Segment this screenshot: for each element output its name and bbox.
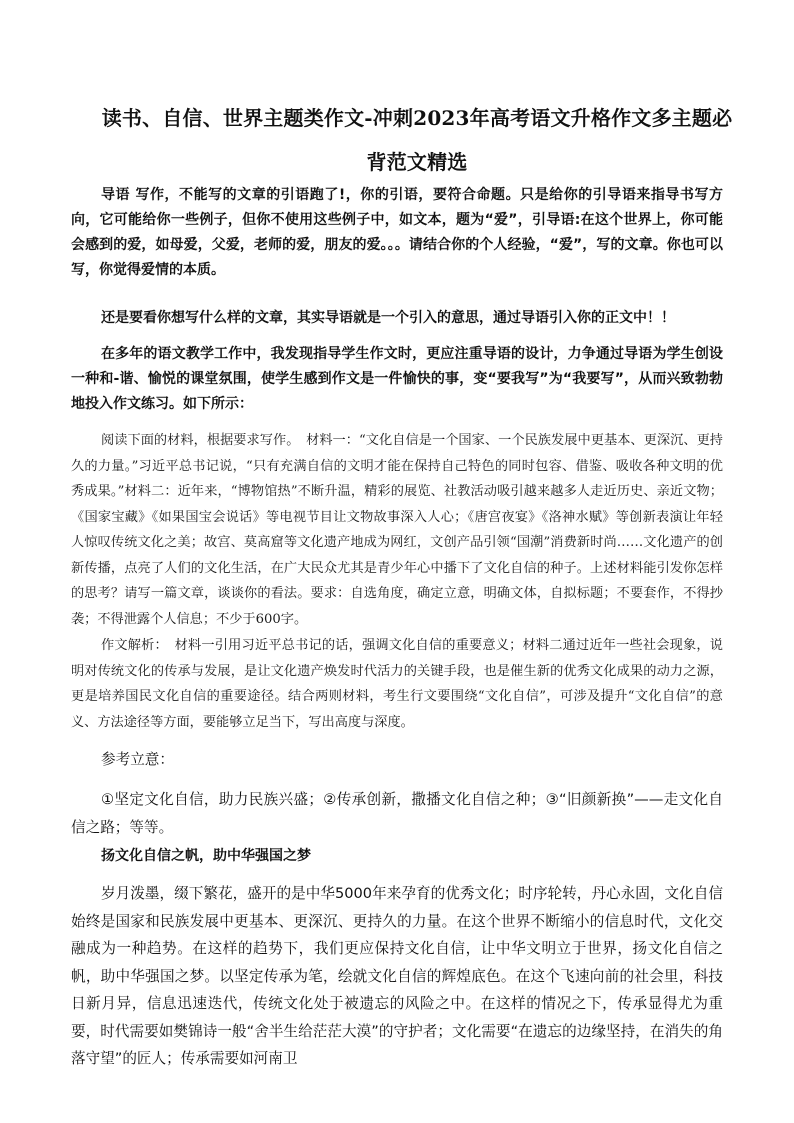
essay-heading: 扬文化自信之帆，助中华强国之梦: [101, 848, 311, 864]
paragraph-analysis: 作文解析： 材料一引用习近平总书记的话，强调文化自信的重要意义；材料二通过近年一些社会现象，说明对传统文化的传承与发展，是让文化遗产焕发时代活力的关键手段，也是催生新的优秀文化成果的动力之源，更是培养国民文化自信的重要途径。结合两则材料，考生行文要围绕“文化自信”，可涉及提升“文化自信”的意义、方法途径等方面，要能够立足当下，写出高度与深度。: [71, 638, 723, 730]
paragraph-intro: 导语 写作，不能写的文章的引语跑了!，你的引语，要符合命题。只是给你的引导语来指导书写方向，它可能给你一些例子，但你不使用这些例子中，如文本，题为“爱”，引导语:在这个世界上，你可能会感到的爱，如母爱，父爱，老师的爱，朋友的爱。。。请结合你的个人经验，“爱”，写的文章。你也可以写，你觉得爱情的本质。: [71, 187, 723, 278]
paragraph-reference-label: 参考立意：: [101, 751, 174, 768]
paragraph-reference-ideas: ①坚定文化自信，助力民族兴盛；②传承创新，撒播文化自信之种；③“旧颜新换”——走文化自信之路；等等。: [71, 791, 723, 836]
paragraph-intro-note: 还是要看你想写什么样的文章，其实导语就是一个引入的意思，通过导语引入你的正文中！！: [101, 310, 675, 326]
paragraph-teaching: 在多年的语文教学工作中，我发现指导学生作文时，更应注重导语的设计，力争通过导语为学生创设一种和-谐、愉悦的课堂氛围，使学生感到作文是一件愉快的事，变“要我写”为“我要写”，从而兴致勃勃地投入作文练习。如下所示：: [71, 346, 723, 412]
paragraph-essay-body: 岁月泼墨，缀下繁花，盛开的是中华5000年来孕育的优秀文化；时序轮转，丹心永固，文化自信始终是国家和民族发展中更基本、更深沉、更持久的力量。在这个世界不断缩小的信息时代，文化交融成为一种趋势。在这样的趋势下，我们更应保持文化自信，让中华文明立于世界，扬文化自信之帆，助中华强国之梦。以坚定传承为笔，绘就文化自信的辉煌底色。在这个飞速向前的社会里，科技日新月异，信息迅速迭代，传统文化处于被遗忘的风险之中。在这样的情况之下，传承显得尤为重要，时代需要如樊锦诗一般“舍半生给茫茫大漠”的守护者；文化需要“在遗忘的边缘坚持，在消失的角落守望”的匠人；传承需要如河南卫: [71, 885, 723, 1067]
paragraph-material: 阅读下面的材料，根据要求写作。 材料一：“文化自信是一个国家、一个民族发展中更基本、更深沉、更持久的力量。”习近平总书记说，“只有充满自信的文明才能在保持自己特色的同时包容、借鉴、吸收各种文明的优秀成果。”材料二：近年来，“博物馆热”不断升温，精彩的展览、社教活动吸引越来越多人走近历史、亲近文物；《国家宝藏》《如果国宝会说话》等电视节目让文物故事深入人心；《唐宫夜宴》《洛神水赋》等创新表演让年轻人惊叹传统文化之美；故宫、莫高窟等文化遗产地成为网红，文创产品引领“国潮”消费新时尚……文化遗产的创新传播，点亮了人们的文化生活，在广大民众尤其是青少年心中播下了文化自信的种子。上述材料能引发你怎样的思考？请写一篇文章，谈谈你的看法。要求：自选角度，确定立意，明确文体，自拟标题；不要套作，不得抄袭；不得泄露个人信息；不少于600字。: [71, 433, 723, 627]
document-title: 读书、自信、世界主题类作文-冲刺2023年高考语文升格作文多主题必背范文精选: [101, 106, 733, 174]
